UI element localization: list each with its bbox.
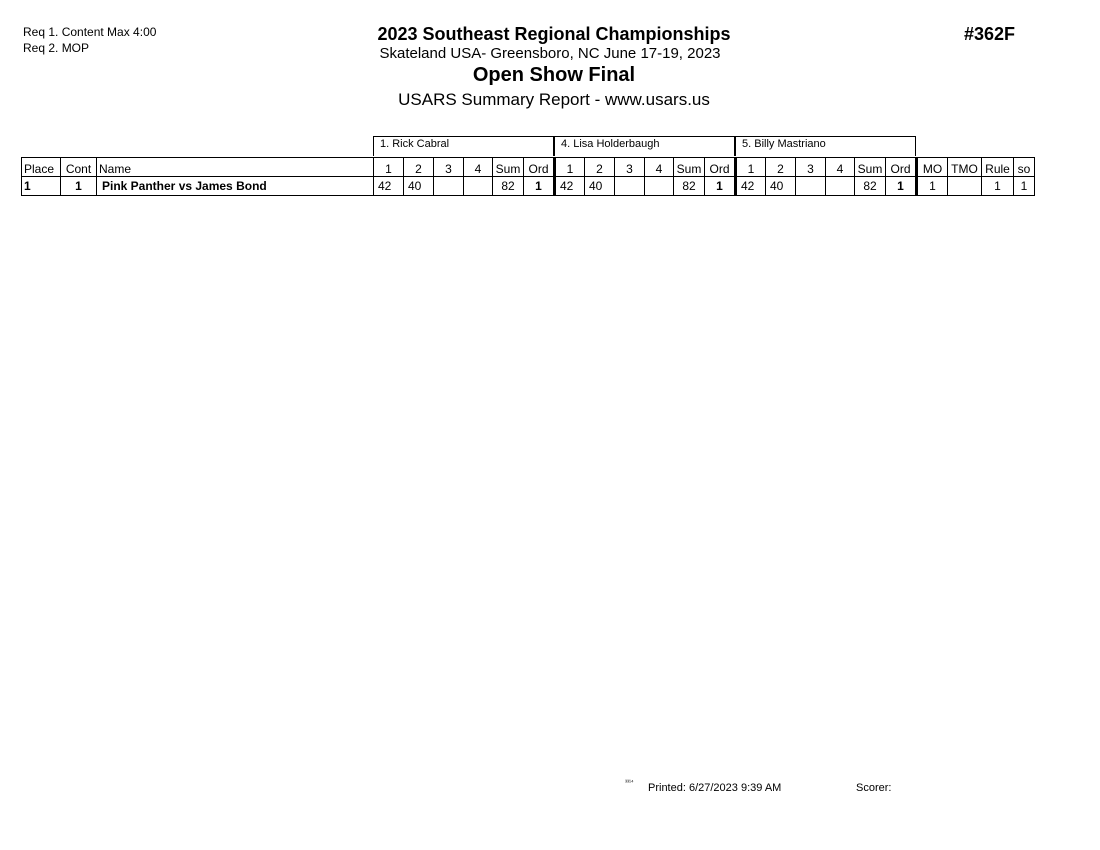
event-name: Open Show Final bbox=[472, 64, 636, 86]
col-j3-score-4: 4 bbox=[826, 158, 855, 177]
col-tmo: TMO bbox=[948, 158, 982, 177]
footer-code: ³³¹⁴ bbox=[625, 780, 634, 786]
col-j1-score-2: 2 bbox=[404, 158, 434, 177]
competition-title: 2023 Southeast Regional Championships bbox=[377, 24, 731, 44]
cell-j1-score-2: 40 bbox=[404, 177, 434, 196]
cell-j2-score-2: 40 bbox=[585, 177, 615, 196]
col-j3-ord: Ord bbox=[886, 158, 917, 177]
col-j2-ord: Ord bbox=[705, 158, 736, 177]
scorer-label: Scorer: bbox=[856, 782, 892, 794]
col-j3-sum: Sum bbox=[855, 158, 886, 177]
cell-rule: 1 bbox=[982, 177, 1014, 196]
col-j1-score-1: 1 bbox=[374, 158, 404, 177]
cell-j3-ord: 1 bbox=[886, 177, 917, 196]
col-j1-score-3: 3 bbox=[434, 158, 464, 177]
col-place: Place bbox=[22, 158, 61, 177]
requirement-2: Req 2. MOP bbox=[23, 41, 90, 55]
col-rule: Rule bbox=[982, 158, 1014, 177]
requirement-1: Req 1. Content Max 4:00 bbox=[23, 25, 157, 39]
cell-j3-sum: 82 bbox=[855, 177, 886, 196]
cell-so: 1 bbox=[1014, 177, 1035, 196]
cell-j3-score-2: 40 bbox=[766, 177, 796, 196]
cell-j3-score-4 bbox=[826, 177, 855, 196]
table-row bbox=[22, 177, 1035, 196]
cell-cont: 1 bbox=[61, 177, 97, 196]
cell-j1-score-4 bbox=[464, 177, 493, 196]
col-j2-sum: Sum bbox=[674, 158, 705, 177]
col-name: Name bbox=[97, 158, 374, 177]
judge-header-2: 4. Lisa Holderbaugh bbox=[554, 136, 735, 156]
col-j1-score-4: 4 bbox=[464, 158, 493, 177]
cell-j3-score-3 bbox=[796, 177, 826, 196]
printed-timestamp: Printed: 6/27/2023 9:39 AM bbox=[648, 782, 782, 794]
cell-mo: 1 bbox=[917, 177, 948, 196]
table-header-row bbox=[22, 158, 1035, 177]
col-j3-score-2: 2 bbox=[766, 158, 796, 177]
cell-j2-score-4 bbox=[645, 177, 674, 196]
col-mo: MO bbox=[917, 158, 948, 177]
col-so: so bbox=[1014, 158, 1035, 177]
col-j2-score-1: 1 bbox=[555, 158, 585, 177]
cell-j2-score-3 bbox=[615, 177, 645, 196]
judge-header-1: 1. Rick Cabral bbox=[373, 136, 554, 156]
cell-j1-score-3 bbox=[434, 177, 464, 196]
cell-place: 1 bbox=[22, 177, 61, 196]
cell-j2-score-1: 42 bbox=[555, 177, 585, 196]
cell-j1-ord: 1 bbox=[524, 177, 555, 196]
col-cont: Cont bbox=[61, 158, 97, 177]
venue-date: Skateland USA- Greensboro, NC June 17-19, 2023 bbox=[379, 45, 721, 62]
col-j1-sum: Sum bbox=[493, 158, 524, 177]
cell-j3-score-1: 42 bbox=[736, 177, 766, 196]
col-j3-score-1: 1 bbox=[736, 158, 766, 177]
col-j1-ord: Ord bbox=[524, 158, 555, 177]
col-j2-score-3: 3 bbox=[615, 158, 645, 177]
cell-name: Pink Panther vs James Bond bbox=[97, 177, 374, 196]
cell-j1-score-1: 42 bbox=[374, 177, 404, 196]
cell-j2-sum: 82 bbox=[674, 177, 705, 196]
col-j2-score-2: 2 bbox=[585, 158, 615, 177]
cell-j2-ord: 1 bbox=[705, 177, 736, 196]
results-table bbox=[21, 157, 1035, 196]
col-j2-score-4: 4 bbox=[645, 158, 674, 177]
judge-header-3: 5. Billy Mastriano bbox=[735, 136, 916, 156]
report-title: USARS Summary Report - www.usars.us bbox=[398, 90, 710, 109]
cell-j1-sum: 82 bbox=[493, 177, 524, 196]
event-id: #362F bbox=[964, 24, 1016, 44]
cell-tmo bbox=[948, 177, 982, 196]
col-j3-score-3: 3 bbox=[796, 158, 826, 177]
